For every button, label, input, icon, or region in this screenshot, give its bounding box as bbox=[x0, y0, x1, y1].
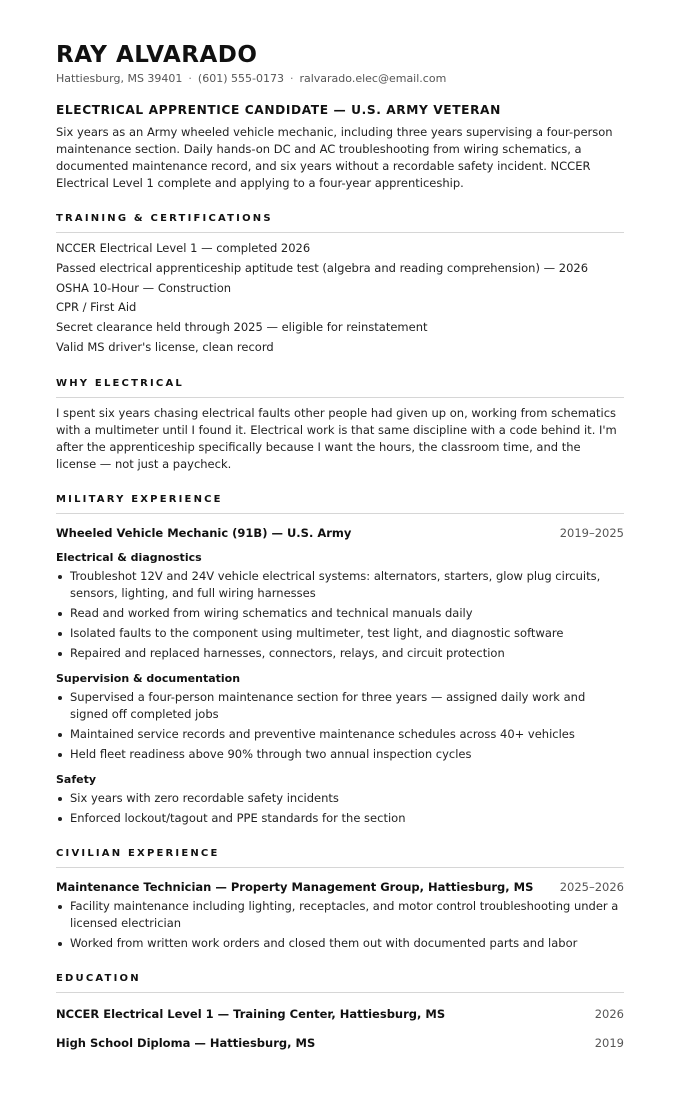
section-title-military: MILITARY EXPERIENCE bbox=[56, 493, 624, 514]
safety-bullets bbox=[56, 790, 624, 827]
email: ralvarado.elec@email.com bbox=[299, 72, 447, 85]
subhead-electrical: Electrical & diagnostics bbox=[56, 550, 202, 564]
bullet-item: Read and worked from wiring schematics and technical manuals daily bbox=[56, 605, 624, 622]
separator-1: · bbox=[188, 72, 192, 85]
supervision-bullets bbox=[56, 689, 624, 763]
section-title-training: TRAINING & CERTIFICATIONS bbox=[56, 212, 624, 233]
headline: ELECTRICAL APPRENTICE CANDIDATE — U.S. ARMY VETERAN bbox=[56, 103, 501, 117]
bullet-item: Supervised a four-person maintenance section for three years — assigned daily work and signed off completed jobs bbox=[56, 689, 624, 723]
section-title-civilian: CIVILIAN EXPERIENCE bbox=[56, 847, 624, 868]
bullet-item: Maintained service records and preventive maintenance schedules across 40+ vehicles bbox=[56, 726, 624, 743]
education-year: 2019 bbox=[594, 1035, 624, 1050]
civilian-job-row bbox=[56, 879, 624, 895]
bullet-item: Troubleshot 12V and 24V vehicle electrical systems: alternators, starters, glow plug circuits, sensors, lighting, and full wiring harnesses bbox=[56, 568, 624, 602]
training-item: CPR / First Aid bbox=[56, 300, 137, 315]
candidate-name: RAY ALVARADO bbox=[56, 42, 258, 68]
separator-2: · bbox=[289, 72, 294, 85]
training-item: Valid MS driver's license, clean record bbox=[56, 339, 274, 354]
civilian-job-title: Maintenance Technician — Property Management Group, Hattiesburg, MS bbox=[56, 879, 534, 894]
military-job-title: Wheeled Vehicle Mechanic (91B) — U.S. Army bbox=[56, 525, 352, 540]
section-title-education: EDUCATION bbox=[56, 972, 624, 993]
section-title-why: WHY ELECTRICAL bbox=[56, 377, 624, 398]
bullet-item: Isolated faults to the component using multimeter, test light, and diagnostic software bbox=[56, 625, 624, 642]
training-item: OSHA 10-Hour — Construction bbox=[56, 280, 232, 295]
bullet-item: Enforced lockout/tagout and PPE standards for the section bbox=[56, 810, 624, 827]
civilian-bullets bbox=[56, 898, 624, 952]
training-item: Passed electrical apprenticeship aptitude test (algebra and reading comprehension) — 2026 bbox=[56, 260, 589, 275]
bullet-item: Repaired and replaced harnesses, connectors, relays, and circuit protection bbox=[56, 645, 624, 662]
education-year: 2026 bbox=[594, 1006, 624, 1021]
education-title: NCCER Electrical Level 1 — Training Center, Hattiesburg, MS bbox=[56, 1006, 446, 1021]
education-row bbox=[56, 1035, 624, 1051]
summary: Six years as an Army wheeled vehicle mechanic, including three years supervising a four-person maintenance section. Daily hands-on DC and AC troubleshooting from wiring schematics, a documented maintenance record, and six years without a recordable safety incident. NCCER Electrical Level 1 complete and applying to a four-year apprenticeship. bbox=[56, 125, 613, 190]
education-title: High School Diploma — Hattiesburg, MS bbox=[56, 1035, 316, 1050]
training-item: NCCER Electrical Level 1 — completed 2026 bbox=[56, 241, 311, 255]
contact-line bbox=[56, 71, 624, 87]
electrical-bullets bbox=[56, 568, 624, 662]
bullet-item: Worked from written work orders and closed them out with documented parts and labor bbox=[56, 935, 624, 952]
military-job-dates: 2019–2025 bbox=[559, 525, 624, 540]
subhead-safety: Safety bbox=[56, 772, 97, 786]
location: Hattiesburg, MS 39401 bbox=[56, 72, 183, 85]
military-job-row bbox=[56, 525, 624, 541]
training-list bbox=[56, 239, 624, 358]
why-text: I spent six years chasing electrical faults other people had given up on, working from schematics with a multimeter until I found it. Electrical work is that same discipline with a code behind it. I'm after the apprenticeship specifically because I want the hours, the classroom time, and the license — not just a paycheck. bbox=[56, 405, 617, 471]
phone: (601) 555-0173 bbox=[197, 72, 284, 85]
bullet-item: Held fleet readiness above 90% through two annual inspection cycles bbox=[56, 746, 624, 763]
subhead-supervision: Supervision & documentation bbox=[56, 671, 241, 685]
education-row bbox=[56, 1006, 624, 1022]
bullet-item: Facility maintenance including lighting, receptacles, and motor control troubleshooting under a licensed electrician bbox=[56, 898, 624, 932]
civilian-job-dates: 2025–2026 bbox=[559, 879, 624, 894]
bullet-item: Six years with zero recordable safety incidents bbox=[56, 790, 624, 807]
training-item: Secret clearance held through 2025 — eligible for reinstatement bbox=[56, 320, 428, 335]
